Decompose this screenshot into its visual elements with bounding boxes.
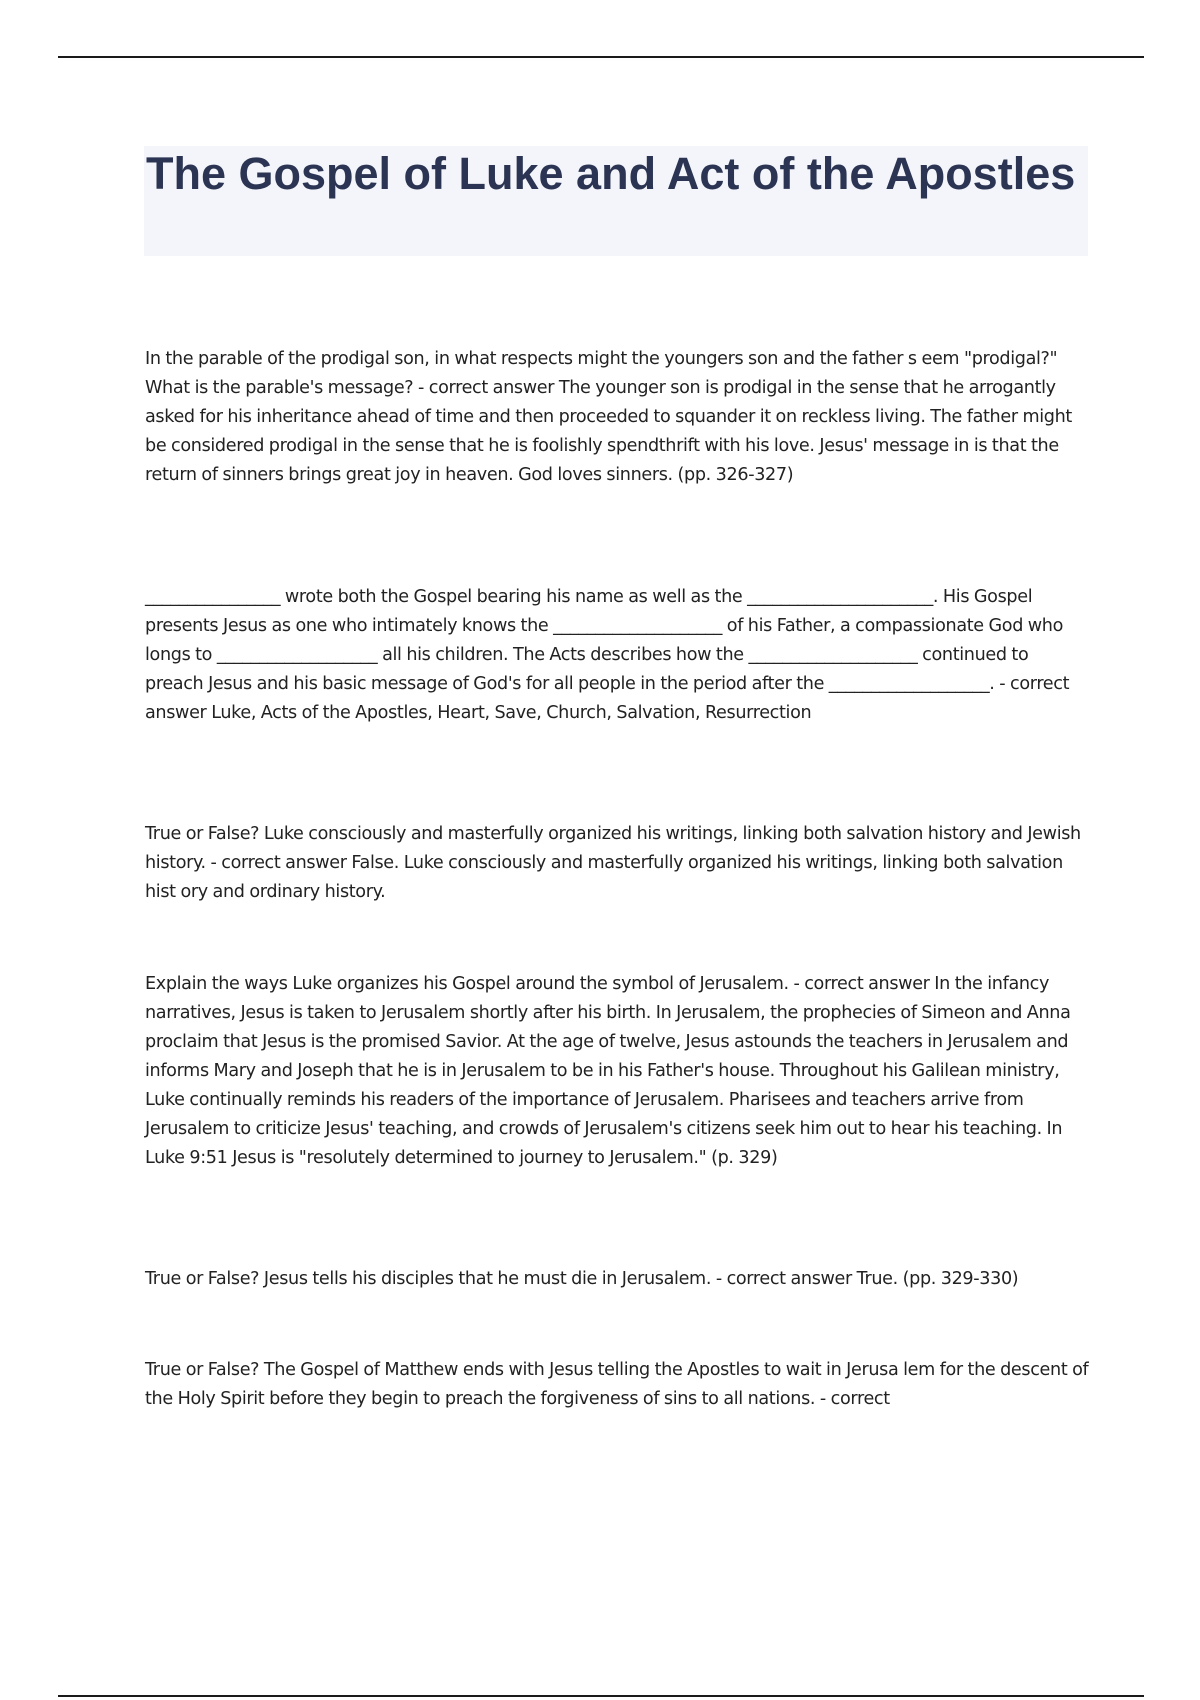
title-banner — [144, 146, 1088, 256]
header-rule — [58, 56, 1144, 58]
qa-entry-matthew-ending: True or False? The Gospel of Matthew ends with Jesus telling the Apostles to wait in Jerusa lem for the descent of the Holy Spirit before they begin to preach the forgiveness of sins to all nations. - correct — [145, 1360, 1089, 1409]
qa-entry-fill-in-blanks: ________________ wrote both the Gospel bearing his name as well as the ______________________. His Gospel presents Jesus as one who intimately knows the ____________________ of his Father, a compassionate God who longs to ___________________ all his children. The Acts describes how the ____________________ continued to preach Jesus and his basic message of God's for all people in the period after the ___________________. - correct answer Luke, Acts of the Apostles, Heart, Save, Church, Salvation, Resurrection — [145, 587, 1070, 723]
qa-entry-salvation-history: True or False? Luke consciously and masterfully organized his writings, linking both salvation history and Jewish history. - correct answer False. Luke consciously and masterfully organized his writings, linking both salvation hist ory and ordinary history. — [145, 824, 1081, 902]
qa-entry-die-in-jerusalem: True or False? Jesus tells his disciples that he must die in Jerusalem. - correct answer True. (pp. 329-330) — [145, 1269, 1019, 1289]
footer-rule — [58, 1695, 1144, 1697]
qa-entry-jerusalem-symbol: Explain the ways Luke organizes his Gospel around the symbol of Jerusalem. - correct answer In the infancy narratives, Jesus is taken to Jerusalem shortly after his birth. In Jerusalem, the prophecies of Simeon and Anna proclaim that Jesus is the promised Savior. At the age of twelve, Jesus astounds the teachers in Jerusalem and informs Mary and Joseph that he is in Jerusalem to be in his Father's house. Throughout his Galilean ministry, Luke continually reminds his readers of the importance of Jerusalem. Pharisees and teachers arrive from Jerusalem to criticize Jesus' teaching, and crowds of Jerusalem's citizens seek him out to hear his teaching. In Luke 9:51 Jesus is "resolutely determined to journey to Jerusalem." (p. 329) — [145, 974, 1071, 1168]
qa-entry-prodigal-son: In the parable of the prodigal son, in what respects might the youngers son and the father s eem "prodigal?" What is the parable's message? - correct answer The younger son is prodigal in the sense that he arrogantly asked for his inheritance ahead of time and then proceeded to squander it on reckless living. The father might be considered prodigal in the sense that he is foolishly spendthrift with his love. Jesus' message in is that the return of sinners brings great joy in heaven. God loves sinners. (pp. 326-327) — [145, 349, 1072, 485]
document-title: The Gospel of Luke and Act of the Apostles — [146, 148, 1076, 199]
